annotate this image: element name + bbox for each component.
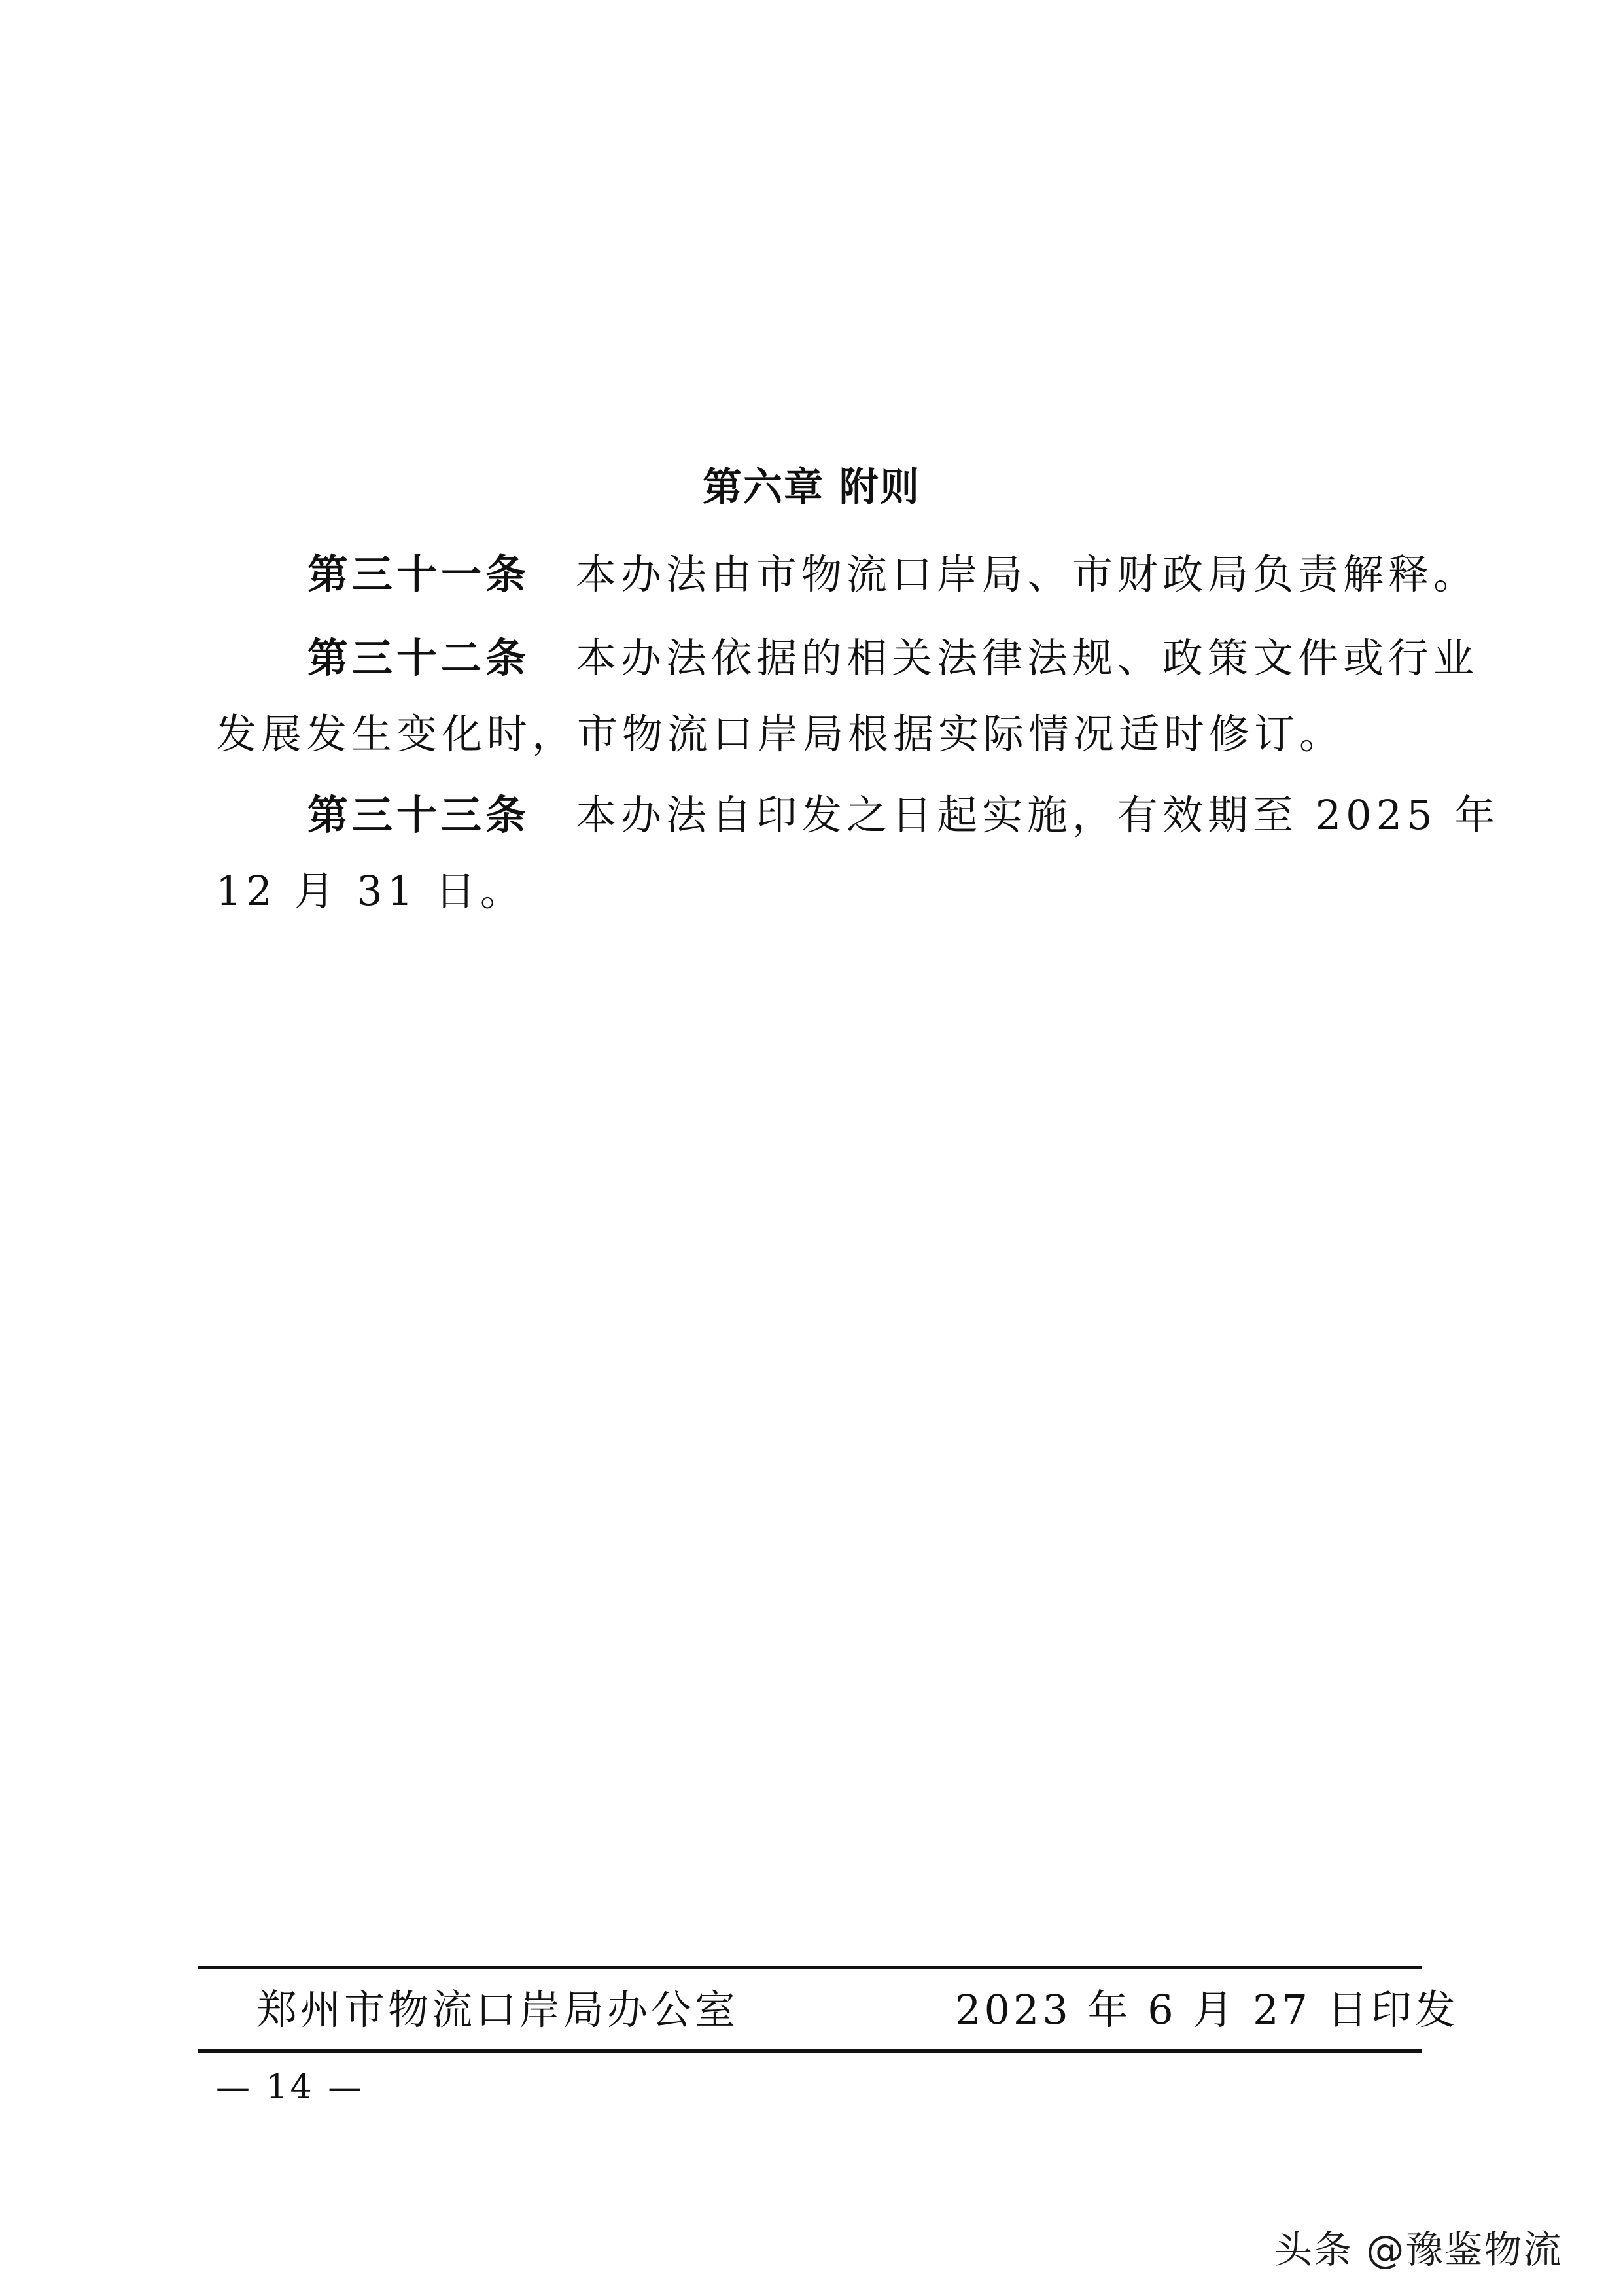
article-33 <box>216 777 1500 929</box>
page-number: — 14 — <box>216 2068 365 2107</box>
article-text-line: 本办法依据的相关法律法规、政策文件或行业 <box>576 634 1479 682</box>
article-label: 第三十一条 <box>307 550 531 598</box>
article-32 <box>216 620 1479 772</box>
article-label: 第三十二条 <box>307 634 531 682</box>
article-text-line: 本办法由市物流口岸局、市财政局负责解释。 <box>576 550 1479 598</box>
chapter-title: 第六章 附则 <box>703 465 920 510</box>
footer-issue-date: 2023 年 6 月 27 日印发 <box>955 1986 1459 2034</box>
article-text-line: 本办法自印发之日起实施，有效期至 2025 年 <box>576 791 1500 839</box>
article-31 <box>216 537 1479 612</box>
footer-rule-top <box>198 1966 1422 1969</box>
footer-rule-bottom <box>198 2049 1422 2053</box>
article-text-line: 12 月 31 日。 <box>216 867 525 915</box>
footer-issuer: 郑州市物流口岸局办公室 <box>256 1986 739 2034</box>
article-text-line: 发展发生变化时，市物流口岸局根据实际情况适时修订。 <box>216 710 1345 758</box>
article-label: 第三十三条 <box>307 791 531 839</box>
watermark: 头条 @豫鉴物流 <box>1274 2227 1563 2272</box>
